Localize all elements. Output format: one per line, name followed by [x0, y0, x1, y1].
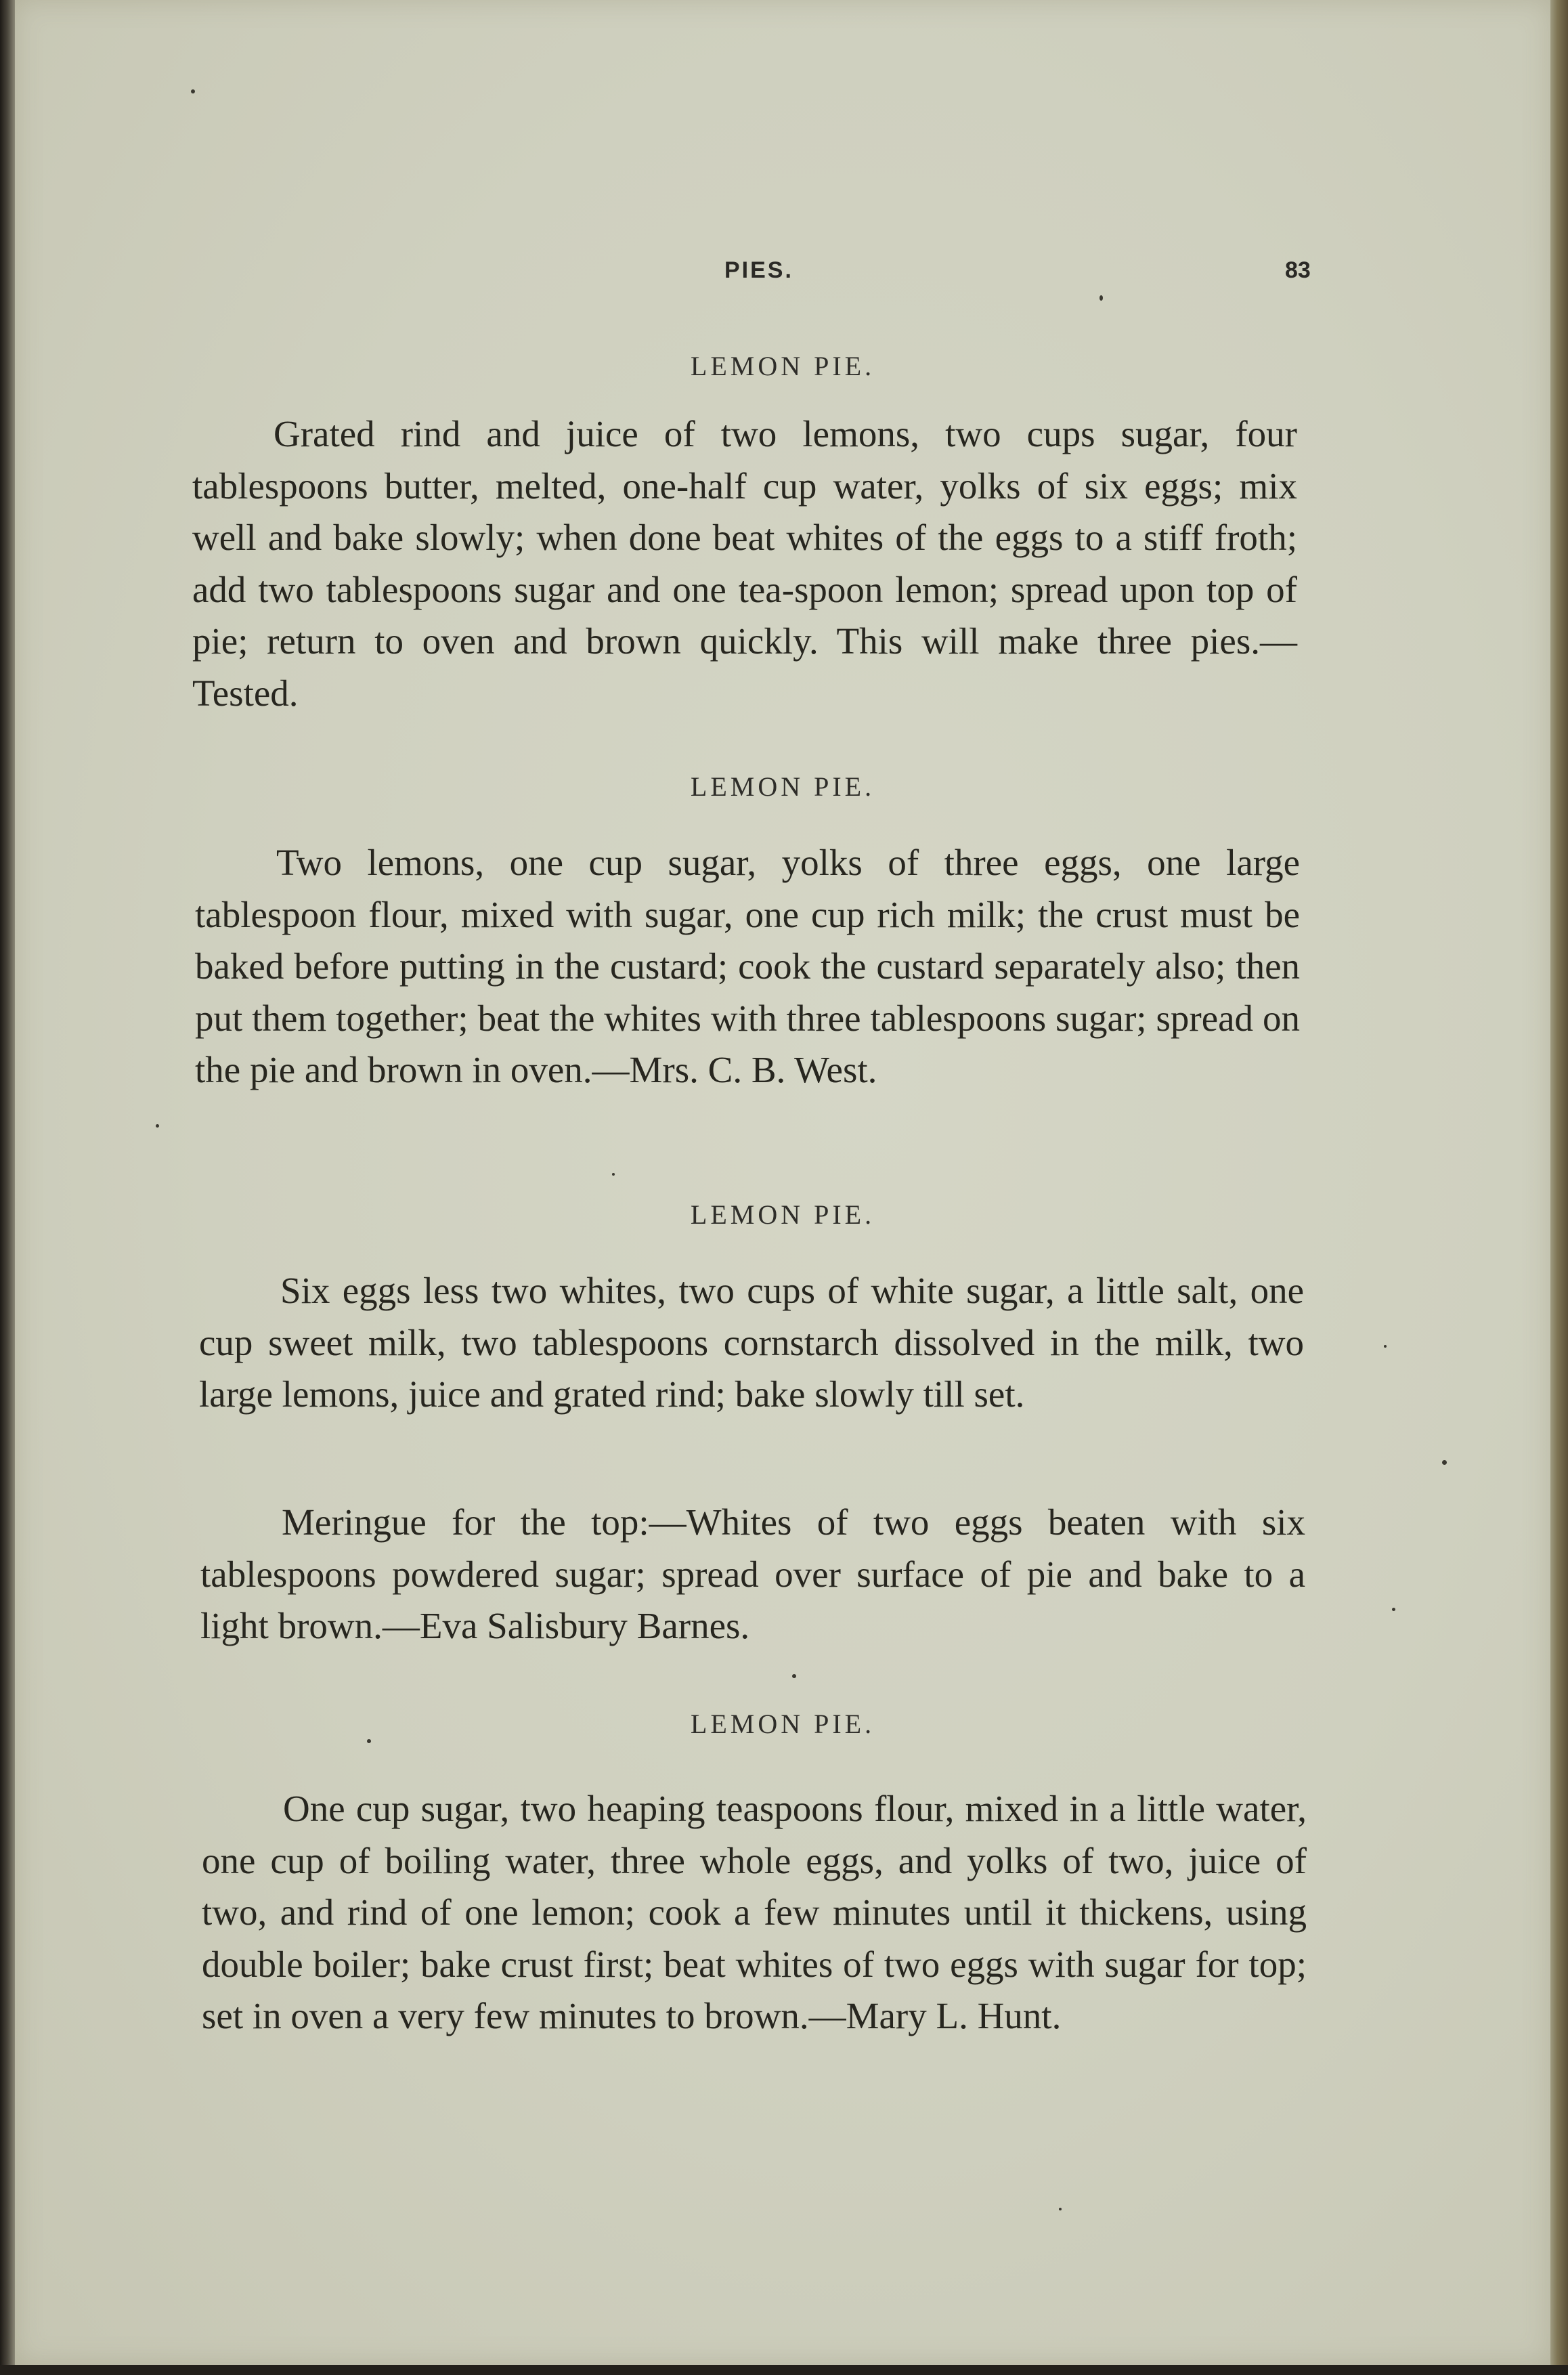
- running-head: PIES.: [724, 257, 793, 283]
- recipe-3-paragraph-1: Six eggs less two whites, two cups of white sugar, a little salt, one cup sweet milk, two tablespoons cornstarch dissolved in the milk, two large lemons, juice and grated rind; bake slowly till set.: [199, 1270, 1304, 1415]
- paper-speck: [1059, 2208, 1062, 2210]
- book-page: [15, 0, 1550, 2365]
- page-number: 83: [1285, 257, 1311, 283]
- recipe-title-4: LEMON PIE.: [690, 1709, 875, 1739]
- paper-speck: [1099, 295, 1103, 301]
- paper-speck: [1392, 1608, 1395, 1611]
- recipe-2-paragraph-1: Two lemons, one cup sugar, yolks of three eggs, one large tablespoon flour, mixed with sugar, one cup rich milk; the crust must be baked before putting in the custard; cook the custard separately also; then put them together; beat the whites with three tablespoons sugar; spread on the pie and brown in oven.—Mrs. C. B. West.: [195, 842, 1300, 1090]
- paper-speck: [367, 1739, 371, 1743]
- recipe-3-paragraph-2: Meringue for the top:—Whites of two eggs beaten with six tablespoons powdered sugar; spread over surface of pie and bake to a light brown.—Eva Salisbury Barnes.: [200, 1501, 1305, 1646]
- recipe-title-3: LEMON PIE.: [690, 1199, 875, 1230]
- paper-speck: [156, 1124, 159, 1128]
- binding-edge-left: [0, 0, 15, 2375]
- page-edge-right: [1550, 0, 1568, 2375]
- page-edge-bottom: [0, 2365, 1568, 2375]
- recipe-title-1: LEMON PIE.: [690, 351, 875, 381]
- paper-speck: [792, 1674, 796, 1678]
- paper-speck: [191, 89, 195, 93]
- paper-speck: [1442, 1460, 1447, 1465]
- recipe-1-paragraph-1: Grated rind and juice of two lemons, two cups sugar, four tablespoons butter, melted, one-half cup water, yolks of six eggs; mix well and bake slowly; when done beat whites of the eggs to a stiff froth; add two tablespoons sugar and one tea-spoon lemon; spread upon top of pie; return to oven and brown quickly. This will make three pies.—Tested.: [192, 413, 1297, 714]
- paper-speck: [612, 1173, 615, 1176]
- paper-speck: [1384, 1345, 1387, 1348]
- recipe-title-2: LEMON PIE.: [690, 771, 875, 802]
- recipe-4-paragraph-1: One cup sugar, two heaping teaspoons flour, mixed in a little water, one cup of boiling water, three whole eggs, and yolks of two, juice of two, and rind of one lemon; cook a few minutes until it thickens, using double boiler; bake crust first; beat whites of two eggs with sugar for top; set in oven a very few minutes to brown.—Mary L. Hunt.: [202, 1788, 1307, 2036]
